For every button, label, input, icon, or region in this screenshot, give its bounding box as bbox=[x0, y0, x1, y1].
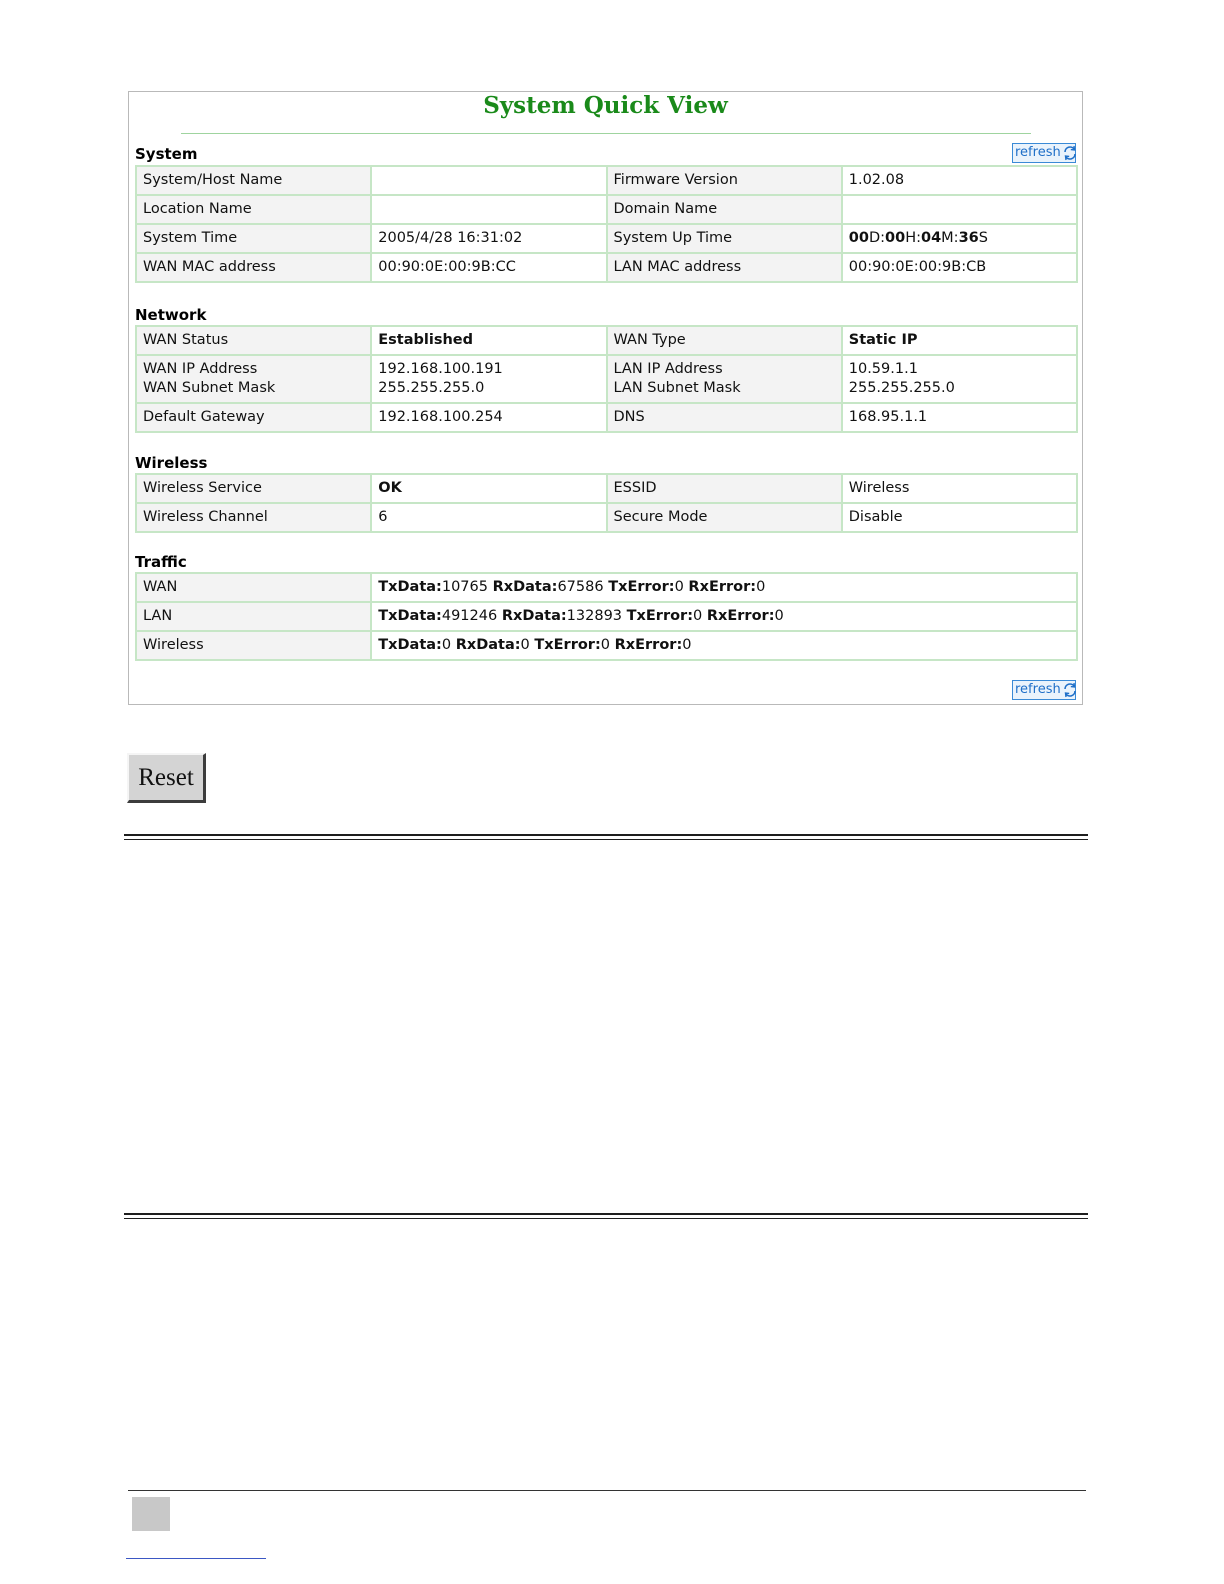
location-label: Location Name bbox=[136, 195, 371, 224]
wan-status-value: Established bbox=[371, 326, 606, 355]
page-number-box bbox=[132, 1497, 170, 1531]
uptime-hours-unit: H: bbox=[905, 230, 921, 246]
wireless-table bbox=[135, 473, 1078, 533]
wan-mask-value: 255.255.255.0 bbox=[378, 380, 485, 396]
section-system-title: System bbox=[135, 145, 198, 163]
table-row bbox=[136, 474, 1077, 503]
traffic-wan-label: WAN bbox=[136, 573, 371, 602]
domain-value bbox=[842, 195, 1077, 224]
txerr-label: TxError: bbox=[626, 608, 694, 624]
system-table bbox=[135, 165, 1078, 283]
table-row bbox=[136, 503, 1077, 532]
footer-link-underline bbox=[126, 1558, 266, 1559]
uptime-value bbox=[842, 224, 1077, 253]
dns-value: 168.95.1.1 bbox=[842, 403, 1077, 432]
txerr-label: TxError: bbox=[534, 637, 601, 653]
table-row bbox=[136, 403, 1077, 432]
gateway-label: Default Gateway bbox=[136, 403, 371, 432]
footer-divider bbox=[128, 1490, 1086, 1491]
essid-label: ESSID bbox=[607, 474, 842, 503]
lan-mask-value: 255.255.255.0 bbox=[848, 380, 955, 396]
lan-ip-mask-labels bbox=[607, 355, 842, 403]
table-row bbox=[136, 602, 1077, 631]
wireless-service-label: Wireless Service bbox=[136, 474, 371, 503]
traffic-lan-value bbox=[371, 602, 1077, 631]
uptime-days: 00 bbox=[848, 230, 869, 246]
network-table bbox=[135, 325, 1078, 433]
table-row bbox=[136, 166, 1077, 195]
uptime-seconds-unit: S bbox=[978, 230, 988, 246]
txerr-value: 0 bbox=[693, 608, 703, 624]
table-row bbox=[136, 355, 1077, 403]
section-traffic-title: Traffic bbox=[135, 553, 187, 571]
essid-value: Wireless bbox=[842, 474, 1077, 503]
tx-value: 10765 bbox=[441, 579, 488, 595]
uptime-days-unit: D: bbox=[868, 230, 885, 246]
refresh-button-bottom[interactable] bbox=[1012, 680, 1076, 700]
secure-mode-label: Secure Mode bbox=[607, 503, 842, 532]
wireless-service-value: OK bbox=[371, 474, 606, 503]
section-divider-top bbox=[124, 834, 1088, 840]
traffic-table bbox=[135, 572, 1078, 661]
traffic-wan-value bbox=[371, 573, 1077, 602]
tx-label: TxData: bbox=[378, 637, 442, 653]
rxerr-value: 0 bbox=[756, 579, 766, 595]
table-row bbox=[136, 224, 1077, 253]
wan-mask-label: WAN Subnet Mask bbox=[143, 380, 276, 396]
uptime-hours: 00 bbox=[885, 230, 906, 246]
wan-ip-value: 192.168.100.191 bbox=[378, 361, 503, 377]
lan-mac-value: 00:90:0E:00:9B:CB bbox=[842, 253, 1077, 282]
lan-ip-label: LAN IP Address bbox=[613, 361, 723, 377]
section-wireless-title: Wireless bbox=[135, 454, 208, 472]
lan-ip-value: 10.59.1.1 bbox=[848, 361, 918, 377]
system-time-value: 2005/4/28 16:31:02 bbox=[371, 224, 606, 253]
reset-button[interactable]: Reset bbox=[127, 753, 206, 803]
refresh-label: refresh bbox=[1015, 682, 1061, 697]
refresh-button-top[interactable] bbox=[1012, 143, 1076, 163]
secure-mode-value: Disable bbox=[842, 503, 1077, 532]
table-row bbox=[136, 326, 1077, 355]
table-row bbox=[136, 631, 1077, 660]
host-name-value bbox=[371, 166, 606, 195]
wan-status-label: WAN Status bbox=[136, 326, 371, 355]
dns-label: DNS bbox=[607, 403, 842, 432]
uptime-minutes: 04 bbox=[920, 230, 942, 246]
wan-mac-label: WAN MAC address bbox=[136, 253, 371, 282]
firmware-value: 1.02.08 bbox=[842, 166, 1077, 195]
rx-label: RxData: bbox=[501, 608, 567, 624]
gateway-value: 192.168.100.254 bbox=[371, 403, 606, 432]
refresh-icon bbox=[1062, 682, 1078, 698]
uptime-minutes-unit: M: bbox=[941, 230, 959, 246]
wan-ip-mask-values bbox=[371, 355, 606, 403]
traffic-lan-label: LAN bbox=[136, 602, 371, 631]
system-time-label: System Time bbox=[136, 224, 371, 253]
rx-value: 0 bbox=[520, 637, 530, 653]
tx-label: TxData: bbox=[378, 579, 442, 595]
section-network-title: Network bbox=[135, 306, 207, 324]
table-row bbox=[136, 195, 1077, 224]
rxerr-value: 0 bbox=[774, 608, 784, 624]
txerr-label: TxError: bbox=[608, 579, 675, 595]
tx-value: 491246 bbox=[441, 608, 498, 624]
domain-label: Domain Name bbox=[607, 195, 842, 224]
rxerr-label: RxError: bbox=[614, 637, 683, 653]
rx-label: RxData: bbox=[492, 579, 558, 595]
wan-mac-value: 00:90:0E:00:9B:CC bbox=[371, 253, 606, 282]
table-row bbox=[136, 573, 1077, 602]
wan-type-value: Static IP bbox=[842, 326, 1077, 355]
channel-label: Wireless Channel bbox=[136, 503, 371, 532]
txerr-value: 0 bbox=[600, 637, 610, 653]
lan-mask-label: LAN Subnet Mask bbox=[613, 380, 741, 396]
lan-mac-label: LAN MAC address bbox=[607, 253, 842, 282]
lan-ip-mask-values bbox=[842, 355, 1077, 403]
wan-type-label: WAN Type bbox=[607, 326, 842, 355]
rx-value: 132893 bbox=[566, 608, 623, 624]
page-title: System Quick View bbox=[483, 92, 728, 119]
uptime-seconds: 36 bbox=[958, 230, 979, 246]
tx-value: 0 bbox=[441, 637, 452, 653]
rxerr-label: RxError: bbox=[706, 608, 775, 624]
wan-ip-label: WAN IP Address bbox=[143, 361, 258, 377]
title-divider bbox=[181, 133, 1031, 134]
host-name-label: System/Host Name bbox=[136, 166, 371, 195]
traffic-wireless-label: Wireless bbox=[136, 631, 371, 660]
tx-label: TxData: bbox=[378, 608, 442, 624]
wan-ip-mask-labels bbox=[136, 355, 371, 403]
rxerr-label: RxError: bbox=[688, 579, 757, 595]
traffic-wireless-value bbox=[371, 631, 1077, 660]
channel-value: 6 bbox=[371, 503, 606, 532]
refresh-icon bbox=[1062, 145, 1078, 161]
refresh-label: refresh bbox=[1015, 145, 1061, 160]
rx-value: 67586 bbox=[557, 579, 604, 595]
system-quick-view-panel bbox=[128, 91, 1083, 705]
firmware-label: Firmware Version bbox=[607, 166, 842, 195]
rxerr-value: 0 bbox=[682, 637, 692, 653]
table-row bbox=[136, 253, 1077, 282]
uptime-label: System Up Time bbox=[607, 224, 842, 253]
rx-label: RxData: bbox=[455, 637, 521, 653]
section-divider-bottom bbox=[124, 1213, 1088, 1219]
location-value bbox=[371, 195, 606, 224]
txerr-value: 0 bbox=[674, 579, 684, 595]
